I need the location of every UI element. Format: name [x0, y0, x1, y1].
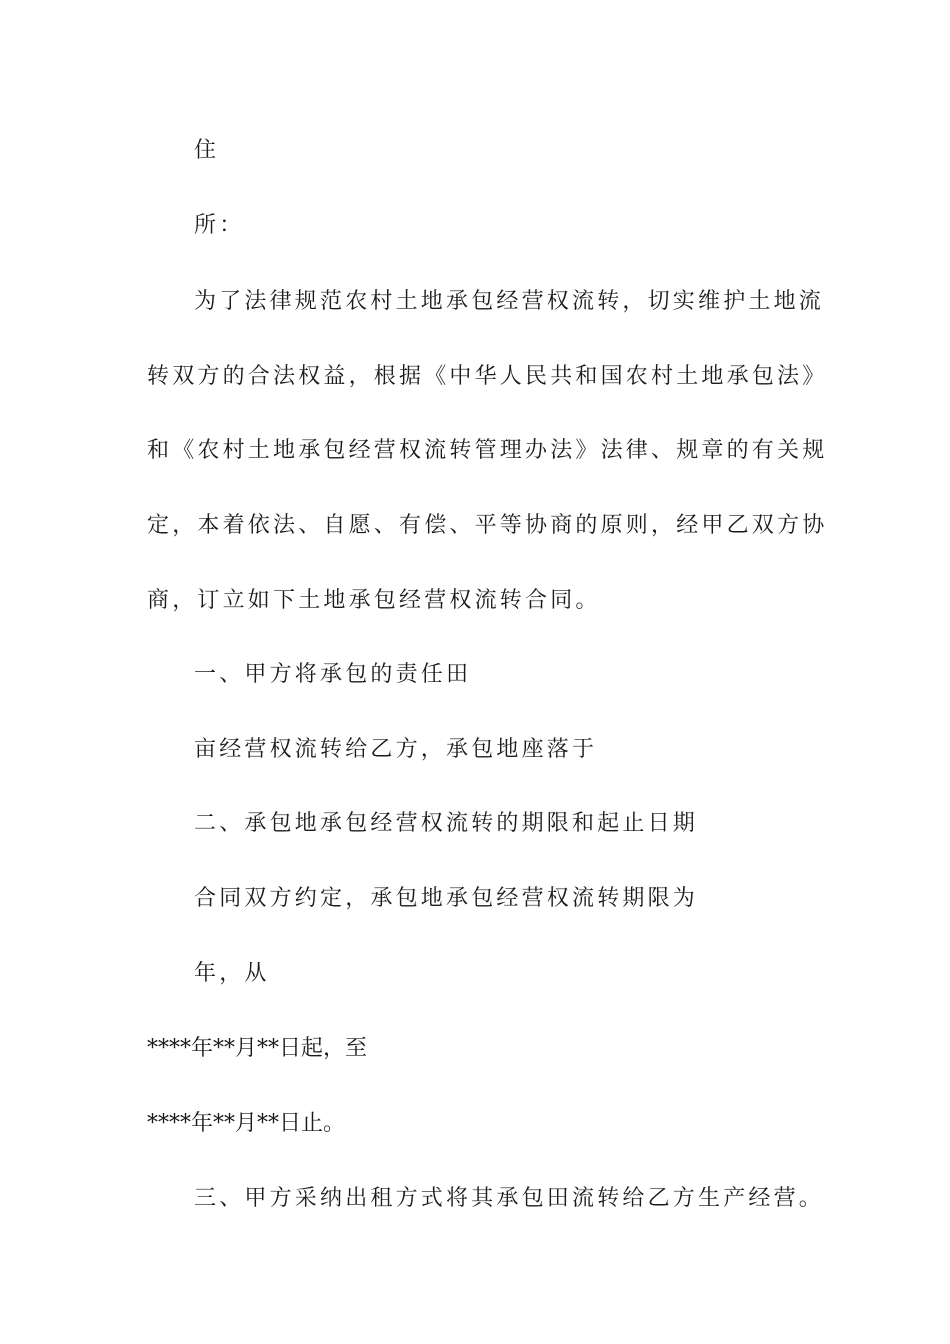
preamble-line-3: 和《农村土地承包经营权流转管理办法》法律、规章的有关规 [147, 438, 828, 463]
clause-three-line-1: 三、甲方采纳出租方式将其承包田流转给乙方生产经营。 [194, 1186, 825, 1211]
clause-one-line-1: 一、甲方将承包的责任田 [194, 662, 472, 687]
address-label-line-1: 住 [194, 138, 220, 163]
start-date-line: ****年**月**日起，至 [147, 1036, 368, 1061]
clause-two-line-1: 合同双方约定，承包地承包经营权流转期限为 [194, 886, 699, 911]
preamble-line-2: 转双方的合法权益，根据《中华人民共和国农村土地承包法》 [147, 364, 828, 389]
preamble-line-4: 定，本着依法、自愿、有偿、平等协商的原则，经甲乙双方协 [147, 513, 828, 538]
address-label-line-2: 所： [194, 213, 245, 238]
clause-one-line-2: 亩经营权流转给乙方，承包地座落于 [194, 737, 598, 762]
end-date-line: ****年**月**日止。 [147, 1111, 346, 1136]
preamble-line-1: 为了法律规范农村土地承包经营权流转，切实维护土地流 [194, 289, 825, 314]
preamble-line-5: 商，订立如下土地承包经营权流转合同。 [147, 588, 601, 613]
clause-two-heading: 二、承包地承包经营权流转的期限和起止日期 [194, 811, 699, 836]
clause-two-line-2: 年，从 [194, 961, 270, 986]
